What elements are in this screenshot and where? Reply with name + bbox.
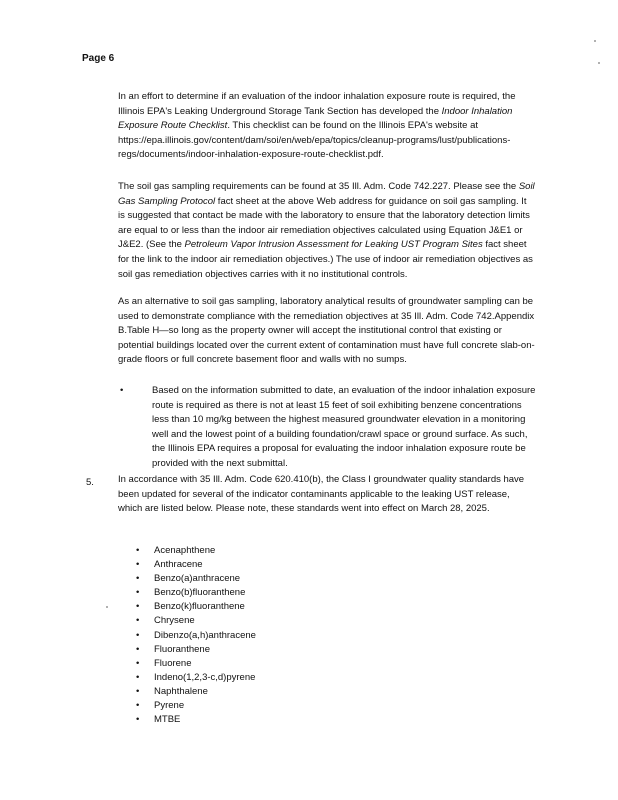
scan-speck (598, 62, 600, 64)
scan-speck (106, 606, 108, 608)
paragraph-text: In an effort to determine if an evaluation of the indoor inhalation exposure route is required, the Illinois EPA's Leaking Underground Storage Tank Section has developed the (118, 91, 516, 117)
list-item: • Anthracene (136, 558, 256, 572)
bullet-symbol: • (120, 385, 124, 396)
list-item: • Pyrene (136, 699, 256, 713)
paragraph-indoor-inhalation-checklist (118, 90, 536, 163)
list-item: • Fluorene (136, 657, 256, 671)
list-item: • Fluoranthene (136, 643, 256, 657)
paragraph-text: fact sheet for the link to the indoor air remediation objectives.) The use of indoor air remediation objectives as soil gas remediation objectives carries with it no institutional controls. (118, 239, 533, 280)
paragraph-soil-gas-sampling (118, 180, 536, 282)
bullet-text: Based on the information submitted to date, an evaluation of the indoor inhalation exposure route is required as there is not at least 15 feet of soil exhibiting benzene concentrations less than 10 mg/kg between the highest measured groundwater elevation in a monitoring well and the lowest point of a building foundation/crawl space or ground surface. As such, the Illinois EPA requires a proposal for evaluating the indoor inhalation exposure route be provided with the next submittal. (152, 385, 536, 469)
list-item: • Benzo(b)fluoranthene (136, 586, 256, 600)
list-item: • Chrysene (136, 614, 256, 628)
paragraph-text: The soil gas sampling requirements can be found at 35 Ill. Adm. Code 742.227. Please see the (118, 181, 519, 192)
page-number: Page 6 (82, 53, 115, 64)
list-item: • Indeno(1,2,3-c,d)pyrene (136, 671, 256, 685)
scan-speck (594, 40, 596, 42)
contaminant-list (136, 544, 256, 727)
fact-sheet-title: Petroleum Vapor Intrusion Assessment for Leaking UST Program Sites (184, 239, 483, 251)
list-item: • Benzo(k)fluoranthene (136, 600, 256, 614)
paragraph-text: . This checklist can be found on the Illinois EPA's website at https://epa.illinois.gov/content/dam/soi/en/web/epa/topics/cleanup-programs/lust/publications-regs/documents/indoor-inhalation-exposure-route-checklist.pdf. (118, 120, 511, 161)
list-item: • Benzo(a)anthracene (136, 572, 256, 586)
list-item: • Acenaphthene (136, 544, 256, 558)
list-item: • Dibenzo(a,h)anthracene (136, 629, 256, 643)
fact-sheet-title: Soil Gas Sampling Protocol (118, 181, 535, 207)
checklist-title: Indoor Inhalation Exposure Route Checklist (118, 105, 513, 132)
item-number: 5. (86, 477, 94, 488)
paragraph-groundwater-standards: In accordance with 35 Ill. Adm. Code 620.410(b), the Class I groundwater quality standards have been updated for several of the indicator contaminants applicable to the leaking UST release, which are listed below. Please note, these standards went into effect on March 28, 2025. (118, 474, 525, 515)
list-item: • Naphthalene (136, 685, 256, 699)
list-item: • MTBE (136, 713, 256, 727)
paragraph-groundwater-alternative: As an alternative to soil gas sampling, laboratory analytical results of groundwater sampling can be used to demonstrate compliance with the remediation objectives at 35 Ill. Adm. Code 742.Appendix B.Table H—so long as the property owner will accept the institutional control that existing or potential buildings located over the current extent of contamination must have full concrete slab-on-grade floors or full concrete basement floor and walls with no sumps. (118, 296, 535, 366)
paragraph-text: fact sheet at the above Web address for guidance on soil gas sampling. It is suggested that contact be made with the laboratory to ensure that the laboratory detection limits are equal to or less than the indoor air remediation objectives calculated using Equation J&E1 or J&E2. (See the (118, 195, 530, 251)
